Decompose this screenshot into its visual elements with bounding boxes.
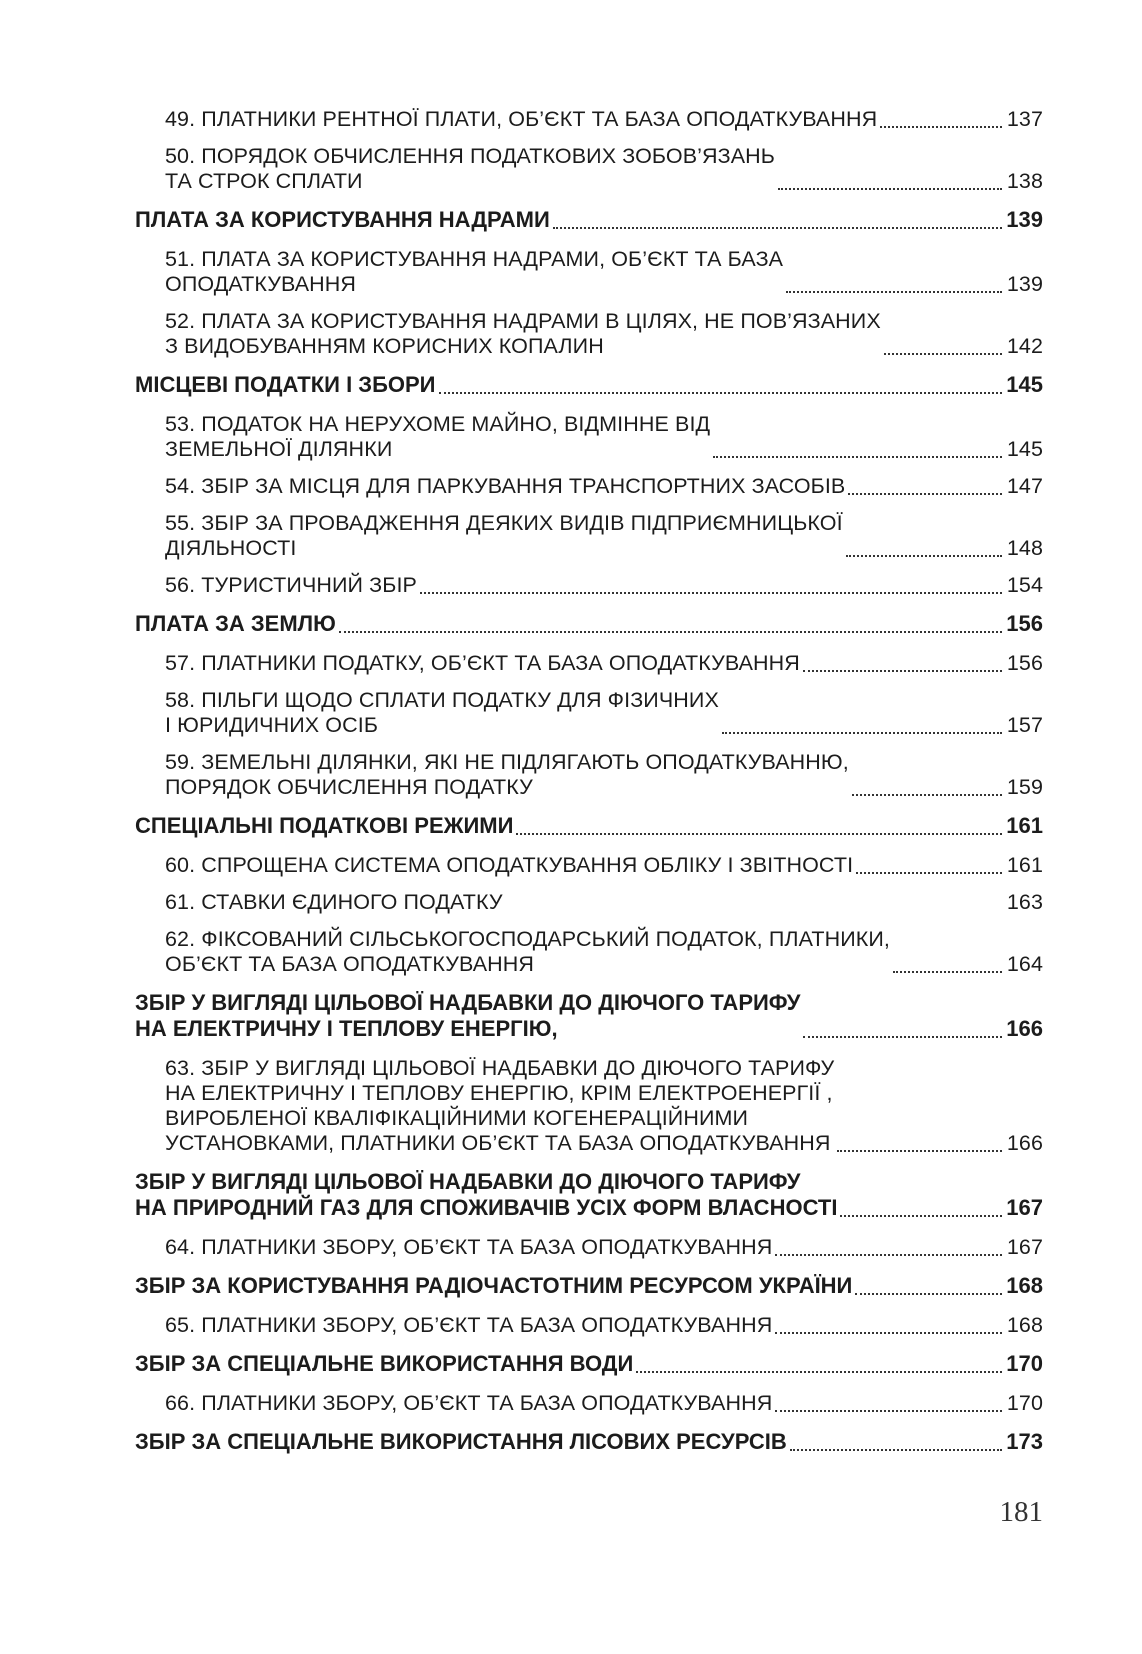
- dot-leader: [553, 226, 1002, 229]
- toc-subsection-entry: [165, 743, 1043, 805]
- toc-entry-page: 142: [1006, 334, 1043, 358]
- toc-entry-title: 50. ПОРЯДОК ОБЧИСЛЕННЯ ПОДАТКОВИХ ЗОБОВ’ЯЗАНЬ ТА СТРОК СПЛАТИ: [165, 144, 776, 193]
- toc-subsection-entry: [165, 1228, 1043, 1265]
- toc-entry-title: 53. ПОДАТОК НА НЕРУХОМЕ МАЙНО, ВІДМІННЕ ВІД ЗЕМЕЛЬНОЇ ДІЛЯНКИ: [165, 412, 711, 461]
- toc-entry-page: 166: [1006, 1016, 1043, 1041]
- toc-subsection-entry: [165, 504, 1043, 566]
- dot-leader: [803, 1035, 1002, 1038]
- toc-entry-page: 167: [1006, 1235, 1043, 1259]
- toc-section-entry: [135, 199, 1043, 240]
- toc-entry-title: 49. ПЛАТНИКИ РЕНТНОЇ ПЛАТИ, ОБ’ЄКТ ТА БАЗА ОПОДАТКУВАННЯ: [165, 107, 878, 131]
- toc-entry-page: 138: [1006, 169, 1043, 193]
- toc-section-entry: [135, 364, 1043, 405]
- toc-entry-title: 64. ПЛАТНИКИ ЗБОРУ, ОБ’ЄКТ ТА БАЗА ОПОДАТКУВАННЯ: [165, 1235, 773, 1259]
- toc-entry-page: 161: [1006, 853, 1043, 877]
- toc-section-entry: [135, 805, 1043, 846]
- toc-entry-page: 154: [1006, 573, 1043, 597]
- dot-leader: [339, 630, 1002, 633]
- table-of-contents: [135, 100, 1043, 1462]
- toc-entry-page: 168: [1006, 1273, 1043, 1298]
- toc-entry-page: 167: [1006, 1195, 1043, 1220]
- dot-leader: [420, 591, 1002, 594]
- toc-entry-title: ЗБІР ЗА КОРИСТУВАННЯ РАДІОЧАСТОТНИМ РЕСУРСОМ УКРАЇНИ: [135, 1273, 853, 1298]
- toc-subsection-entry: [165, 1384, 1043, 1421]
- toc-entry-page: 157: [1006, 713, 1043, 737]
- toc-entry-title: 57. ПЛАТНИКИ ПОДАТКУ, ОБ’ЄКТ ТА БАЗА ОПОДАТКУВАННЯ: [165, 651, 800, 675]
- dot-leader: [840, 1214, 1002, 1217]
- dot-leader: [880, 125, 1002, 128]
- toc-entry-title: 56. ТУРИСТИЧНИЙ ЗБІР: [165, 573, 417, 597]
- toc-entry-page: 137: [1006, 107, 1043, 131]
- toc-entry-title: ЗБІР У ВИГЛЯДІ ЦІЛЬОВОЇ НАДБАВКИ ДО ДІЮЧОГО ТАРИФУ НА ЕЛЕКТРИЧНУ І ТЕПЛОВУ ЕНЕРГІЮ,: [135, 990, 801, 1041]
- page-number: 181: [999, 1496, 1043, 1528]
- toc-entry-title: 61. СТАВКИ ЄДИНОГО ПОДАТКУ: [165, 890, 503, 914]
- toc-subsection-entry: [165, 405, 1043, 467]
- toc-entry-page: 170: [1006, 1351, 1043, 1376]
- toc-entry-title: ЗБІР ЗА СПЕЦІАЛЬНЕ ВИКОРИСТАННЯ ЛІСОВИХ РЕСУРСІВ: [135, 1429, 787, 1454]
- toc-entry-page: 168: [1006, 1313, 1043, 1337]
- toc-entry-title: ПЛАТА ЗА КОРИСТУВАННЯ НАДРАМИ: [135, 207, 550, 232]
- toc-subsection-entry: [165, 883, 1043, 920]
- toc-subsection-entry: [165, 1049, 1043, 1161]
- toc-entry-title: ЗБІР ЗА СПЕЦІАЛЬНЕ ВИКОРИСТАННЯ ВОДИ: [135, 1351, 634, 1376]
- dot-leader: [837, 1149, 1002, 1152]
- dot-leader: [506, 910, 1002, 911]
- toc-section-entry: [135, 1161, 1043, 1228]
- toc-entry-page: 159: [1006, 775, 1043, 799]
- dot-leader: [439, 391, 1003, 394]
- toc-entry-page: 173: [1006, 1429, 1043, 1454]
- dot-leader: [803, 669, 1002, 672]
- toc-section-entry: [135, 1421, 1043, 1462]
- toc-entry-title: СПЕЦІАЛЬНІ ПОДАТКОВІ РЕЖИМИ: [135, 813, 514, 838]
- toc-entry-title: 55. ЗБІР ЗА ПРОВАДЖЕННЯ ДЕЯКИХ ВИДІВ ПІДПРИЄМНИЦЬКОЇ ДІЯЛЬНОСТІ: [165, 511, 843, 560]
- toc-subsection-entry: [165, 467, 1043, 504]
- dot-leader: [775, 1409, 1002, 1412]
- dot-leader: [636, 1370, 1002, 1373]
- toc-entry-page: 164: [1006, 952, 1043, 976]
- toc-entry-title: 51. ПЛАТА ЗА КОРИСТУВАННЯ НАДРАМИ, ОБ’ЄКТ ТА БАЗА ОПОДАТКУВАННЯ: [165, 247, 784, 296]
- toc-entry-title: 52. ПЛАТА ЗА КОРИСТУВАННЯ НАДРАМИ В ЦІЛЯХ, НЕ ПОВ’ЯЗАНИХ З ВИДОБУВАННЯМ КОРИСНИХ КОПАЛИН: [165, 309, 881, 358]
- toc-section-entry: [135, 1265, 1043, 1306]
- toc-entry-title: 65. ПЛАТНИКИ ЗБОРУ, ОБ’ЄКТ ТА БАЗА ОПОДАТКУВАННЯ: [165, 1313, 773, 1337]
- toc-subsection-entry: [165, 644, 1043, 681]
- toc-entry-page: 161: [1006, 813, 1043, 838]
- toc-subsection-entry: [165, 240, 1043, 302]
- dot-leader: [775, 1253, 1002, 1256]
- dot-leader: [516, 832, 1002, 835]
- toc-entry-title: 54. ЗБІР ЗА МІСЦЯ ДЛЯ ПАРКУВАННЯ ТРАНСПОРТНИХ ЗАСОБІВ: [165, 474, 846, 498]
- toc-entry-page: 156: [1006, 651, 1043, 675]
- toc-subsection-entry: [165, 681, 1043, 743]
- dot-leader: [855, 1292, 1002, 1295]
- toc-entry-title: 63. ЗБІР У ВИГЛЯДІ ЦІЛЬОВОЇ НАДБАВКИ ДО ДІЮЧОГО ТАРИФУ НА ЕЛЕКТРИЧНУ І ТЕПЛОВУ ЕНЕРГІЮ, КРІМ ЕЛЕКТРОЕНЕРГІЇ , ВИРОБЛЕНОЇ КВАЛІФІКАЦІЙНИМИ КОГЕНЕРАЦІЙНИМИ УСТАНОВКАМИ, ПЛАТНИКИ ОБ’ЄКТ ТА БАЗА ОПОДАТКУВАННЯ: [165, 1056, 835, 1155]
- dot-leader: [884, 352, 1002, 355]
- toc-entry-page: 148: [1006, 536, 1043, 560]
- toc-subsection-entry: [165, 1306, 1043, 1343]
- toc-section-entry: [135, 982, 1043, 1049]
- dot-leader: [856, 871, 1002, 874]
- dot-leader: [852, 793, 1002, 796]
- toc-entry-page: 166: [1006, 1131, 1043, 1155]
- toc-entry-title: 59. ЗЕМЕЛЬНІ ДІЛЯНКИ, ЯКІ НЕ ПІДЛЯГАЮТЬ ОПОДАТКУВАННЮ, ПОРЯДОК ОБЧИСЛЕННЯ ПОДАТКУ: [165, 750, 849, 799]
- toc-entry-page: 163: [1006, 890, 1043, 914]
- toc-entry-title: 58. ПІЛЬГИ ЩОДО СПЛАТИ ПОДАТКУ ДЛЯ ФІЗИЧНИХ І ЮРИДИЧНИХ ОСІБ: [165, 688, 719, 737]
- dot-leader: [775, 1331, 1002, 1334]
- toc-subsection-entry: [165, 137, 1043, 199]
- toc-entry-page: 170: [1006, 1391, 1043, 1415]
- toc-entry-page: 139: [1006, 207, 1043, 232]
- toc-entry-page: 145: [1006, 372, 1043, 397]
- toc-subsection-entry: [165, 100, 1043, 137]
- toc-entry-title: МІСЦЕВІ ПОДАТКИ І ЗБОРИ: [135, 372, 436, 397]
- toc-entry-title: ПЛАТА ЗА ЗЕМЛЮ: [135, 611, 336, 636]
- toc-entry-title: 60. СПРОЩЕНА СИСТЕМА ОПОДАТКУВАННЯ ОБЛІКУ І ЗВІТНОСТІ: [165, 853, 854, 877]
- dot-leader: [786, 290, 1002, 293]
- toc-subsection-entry: [165, 302, 1043, 364]
- dot-leader: [778, 187, 1002, 190]
- toc-entry-title: 62. ФІКСОВАНИЙ СІЛЬСЬКОГОСПОДАРСЬКИЙ ПОДАТОК, ПЛАТНИКИ, ОБ’ЄКТ ТА БАЗА ОПОДАТКУВАННЯ: [165, 927, 891, 976]
- dot-leader: [713, 455, 1002, 458]
- toc-entry-page: 156: [1006, 611, 1043, 636]
- toc-subsection-entry: [165, 846, 1043, 883]
- toc-entry-title: 66. ПЛАТНИКИ ЗБОРУ, ОБ’ЄКТ ТА БАЗА ОПОДАТКУВАННЯ: [165, 1391, 773, 1415]
- toc-section-entry: [135, 603, 1043, 644]
- dot-leader: [790, 1448, 1002, 1451]
- toc-entry-page: 139: [1006, 272, 1043, 296]
- dot-leader: [722, 731, 1002, 734]
- dot-leader: [846, 554, 1002, 557]
- toc-entry-page: 145: [1006, 437, 1043, 461]
- dot-leader: [893, 970, 1002, 973]
- toc-entry-page: 147: [1006, 474, 1043, 498]
- toc-section-entry: [135, 1343, 1043, 1384]
- dot-leader: [848, 492, 1002, 495]
- toc-subsection-entry: [165, 920, 1043, 982]
- toc-subsection-entry: [165, 566, 1043, 603]
- toc-entry-title: ЗБІР У ВИГЛЯДІ ЦІЛЬОВОЇ НАДБАВКИ ДО ДІЮЧОГО ТАРИФУ НА ПРИРОДНИЙ ГАЗ ДЛЯ СПОЖИВАЧІВ УСІХ ФОРМ ВЛАСНОСТІ: [135, 1169, 838, 1220]
